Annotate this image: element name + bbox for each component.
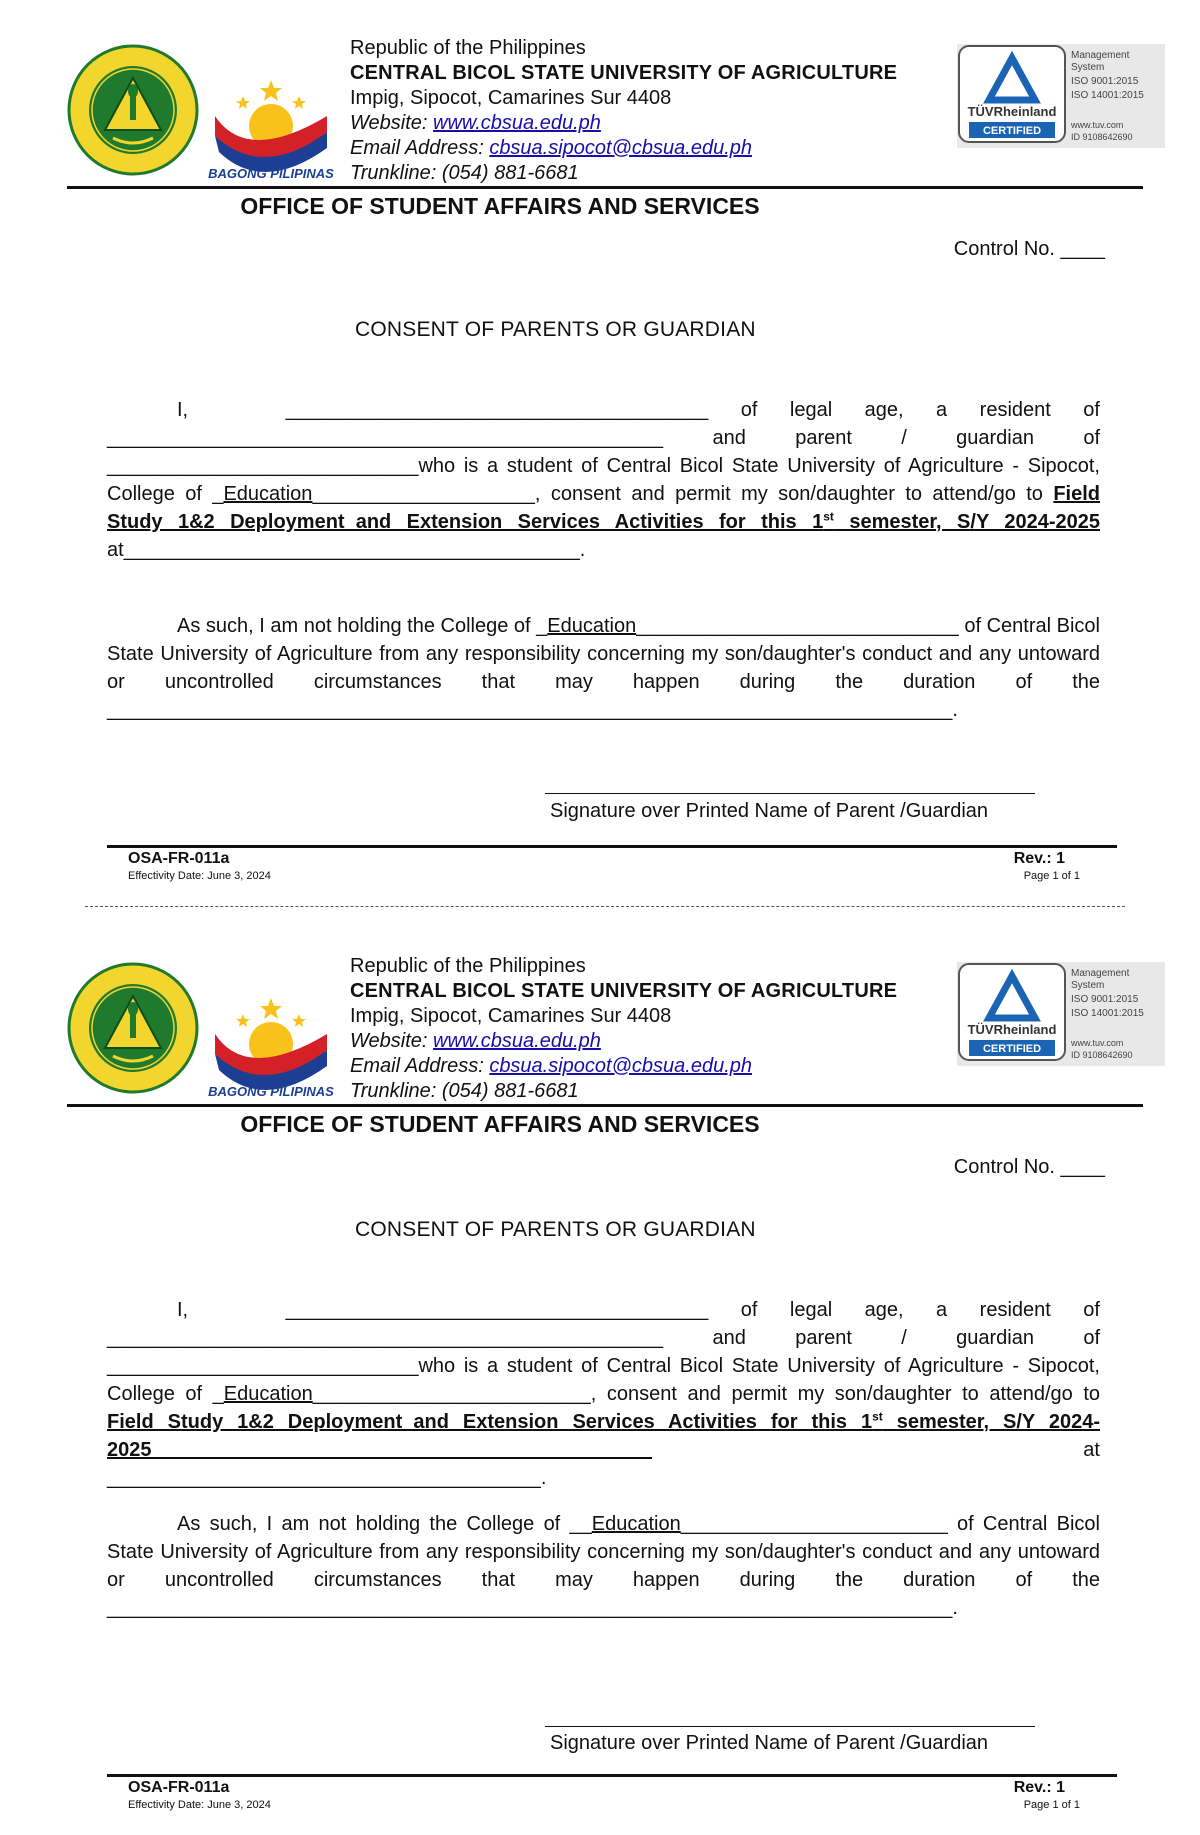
bagong-pilipinas-logo: [203, 44, 339, 180]
activity-text: Field Study 1&2 Deployment_and Extension Services Activities for this 1: [107, 1411, 873, 1433]
tuv-brand: TÜVRheinland: [967, 104, 1057, 119]
tuv-certification-logo: [957, 44, 1165, 148]
parent-name-blank[interactable]: ______________________________________: [285, 399, 709, 421]
cert-ms-line2: System: [1071, 980, 1105, 991]
place-blank[interactable]: _______________________________________: [107, 1467, 541, 1489]
student-name-blank[interactable]: ____________________________: [107, 1355, 419, 1377]
tuv-certified-badge: CERTIFIED: [982, 1043, 1042, 1055]
text-consent: consent and permit my son/daughter to attend/go to: [596, 1383, 1100, 1405]
duration-blank[interactable]: ____________________________________________________________________________: [107, 1597, 953, 1619]
form-title: CONSENT OF PARENTS OR GUARDIAN: [355, 318, 756, 341]
text-period-2: .: [952, 699, 958, 721]
tuv-certification-logo: [957, 962, 1165, 1066]
text-i: I,: [177, 1299, 189, 1321]
text-legal-age: of legal age, a resident of: [740, 399, 1100, 421]
page-number: Page 1 of 1: [1023, 870, 1080, 882]
activity-blank: _____________________________________________: [151, 1439, 653, 1461]
effectivity-date: Effectivity Date: June 3, 2024: [128, 870, 271, 882]
control-number: Control No. ____: [953, 238, 1105, 260]
cert-site: www.tuv.com: [1071, 1038, 1124, 1048]
activity-sup: st: [823, 509, 834, 524]
bagong-pilipinas-text: BAGONG PILIPINAS: [208, 166, 334, 180]
website-label: Website:: [350, 112, 428, 134]
email-line: [350, 1054, 950, 1079]
text-at: at: [107, 539, 124, 561]
text-legal-age: of legal age, a resident of: [740, 1299, 1100, 1321]
email-link[interactable]: cbsua.sipocot@cbsua.edu.ph: [489, 1055, 753, 1077]
footer-divider: [107, 845, 1117, 848]
activity-tail: semester, S/Y 2024-2025: [833, 511, 1100, 533]
university-header: [350, 954, 950, 1104]
country-line: Republic of the Philippines: [350, 37, 586, 59]
form-title: CONSENT OF PARENTS OR GUARDIAN: [355, 1218, 756, 1241]
text-consent: consent and permit my son/daughter to attend/go to: [540, 483, 1054, 505]
tuv-certified-badge: CERTIFIED: [982, 125, 1042, 137]
text-student-of: who is a student of Central Bicol State University of Agriculture - Sipocot, College of: [107, 455, 1100, 505]
cert-iso-14001: ISO 14001:2015: [1071, 90, 1144, 101]
text-as-such: As such, I am not holding the College of: [177, 615, 537, 637]
college-field-2[interactable]: Education: [591, 1513, 681, 1535]
college-field[interactable]: Education: [223, 483, 313, 505]
cert-id: ID 9108642690: [1071, 1050, 1133, 1060]
college-field-2[interactable]: Education: [547, 615, 637, 637]
college2-blank: ________________________: [680, 1513, 948, 1535]
email-label: Email Address:: [350, 137, 484, 159]
university-name: CENTRAL BICOL STATE UNIVERSITY OF AGRICULTURE: [350, 980, 898, 1002]
consent-form-copy-1: [0, 0, 1200, 900]
consent-paragraph: [107, 396, 1100, 564]
place-blank[interactable]: _________________________________________: [123, 539, 580, 561]
footer-divider: [107, 1774, 1117, 1777]
header-divider: [67, 1104, 1143, 1107]
page-number: Page 1 of 1: [1023, 1799, 1080, 1811]
header-divider: [67, 186, 1143, 189]
revision: Rev.: 1: [1013, 850, 1065, 867]
cert-ms-line1: Management: [1071, 968, 1130, 979]
revision: Rev.: 1: [1013, 1779, 1065, 1796]
effectivity-date: Effectivity Date: June 3, 2024: [128, 1799, 271, 1811]
website-line: [350, 111, 950, 136]
liability-paragraph: [107, 612, 1100, 724]
college-prefix: _: [202, 1383, 224, 1405]
cert-ms-line2: System: [1071, 62, 1105, 73]
activity-text: Field Study 1&2 Deployment_and Extension Services Activities for this 1: [107, 483, 1101, 533]
country-line: Republic of the Philippines: [350, 955, 586, 977]
office-title: OFFICE OF STUDENT AFFAIRS AND SERVICES: [240, 1111, 760, 1137]
student-name-blank[interactable]: ____________________________: [107, 455, 419, 477]
bagong-pilipinas-text: BAGONG PILIPINAS: [208, 1084, 334, 1098]
university-name: CENTRAL BICOL STATE UNIVERSITY OF AGRICULTURE: [350, 62, 898, 84]
bagong-pilipinas-logo: [203, 962, 339, 1098]
text-as-such: As such, I am not holding the College of: [177, 1513, 570, 1535]
text-period: .: [540, 1467, 547, 1489]
cert-site: www.tuv.com: [1071, 120, 1124, 130]
consent-paragraph: [107, 1296, 1100, 1492]
signature-line[interactable]: [545, 793, 1035, 794]
email-link[interactable]: cbsua.sipocot@cbsua.edu.ph: [489, 137, 753, 159]
activity-tail: semester, S/Y 2024-2025: [107, 1411, 1100, 1461]
text-parent-guardian: and parent / guardian of: [712, 427, 1100, 449]
college2-prefix: __: [569, 1513, 592, 1535]
website-link[interactable]: www.cbsua.edu.ph: [433, 112, 601, 134]
form-code: OSA-FR-011a: [128, 1779, 230, 1796]
form-code: OSA-FR-011a: [128, 850, 230, 867]
cut-line: [85, 906, 1125, 907]
office-title: OFFICE OF STUDENT AFFAIRS AND SERVICES: [240, 193, 760, 219]
trunkline: Trunkline: (054) 881-6681: [350, 162, 579, 184]
cert-iso-9001: ISO 9001:2015: [1071, 994, 1139, 1005]
liability-paragraph: [107, 1510, 1100, 1622]
activity-sup: st: [872, 1409, 883, 1424]
signature-label: Signature over Printed Name of Parent /Guardian: [550, 800, 989, 822]
text-responsibility: of Central Bicol State University of Agriculture from any responsibility concerning my son/daughter's conduct and any untoward or uncontrolled circumstances that may happen during the duration of the: [107, 615, 1100, 693]
college2-prefix: _: [536, 615, 548, 637]
text-at: at: [652, 1439, 1100, 1461]
control-number: Control No. ____: [953, 1156, 1105, 1178]
college-blank: _________________________,: [312, 1383, 597, 1405]
text-parent-guardian: and parent / guardian of: [712, 1327, 1100, 1349]
signature-label: Signature over Printed Name of Parent /Guardian: [550, 1732, 989, 1754]
university-header: [350, 36, 950, 186]
cert-iso-14001: ISO 14001:2015: [1071, 1008, 1144, 1019]
college-prefix: _: [201, 483, 224, 505]
website-line: [350, 1029, 950, 1054]
parent-name-blank[interactable]: ______________________________________: [285, 1299, 709, 1321]
email-line: [350, 136, 950, 161]
address-line: Impig, Sipocot, Camarines Sur 4408: [350, 1005, 672, 1027]
text-student-of: who is a student of Central Bicol State University of Agriculture - Sipocot, College of: [107, 1355, 1100, 1405]
tuv-brand: TÜVRheinland: [967, 1022, 1057, 1037]
consent-form-copy-2: [0, 918, 1200, 1818]
college-blank: ____________________,: [312, 483, 541, 505]
duration-blank[interactable]: ____________________________________________________________________________: [107, 699, 953, 721]
cbsua-seal-logo: [67, 962, 199, 1094]
website-label: Website:: [350, 1030, 428, 1052]
cbsua-seal-logo: [67, 44, 199, 176]
email-label: Email Address:: [350, 1055, 484, 1077]
address-line: Impig, Sipocot, Camarines Sur 4408: [350, 87, 672, 109]
college-field[interactable]: Education: [223, 1383, 313, 1405]
text-responsibility: of Central Bicol State University of Agriculture from any responsibility concerning my son/daughter's conduct and any untoward or uncontrolled circumstances that may happen during the duration of the: [107, 1513, 1100, 1591]
text-i: I,: [177, 399, 189, 421]
residence-blank[interactable]: __________________________________________________: [107, 1327, 664, 1349]
signature-line[interactable]: [545, 1726, 1035, 1727]
text-period: .: [579, 539, 586, 561]
trunkline: Trunkline: (054) 881-6681: [350, 1080, 579, 1102]
website-link[interactable]: www.cbsua.edu.ph: [433, 1030, 601, 1052]
residence-blank[interactable]: __________________________________________________: [107, 427, 664, 449]
cert-iso-9001: ISO 9001:2015: [1071, 76, 1139, 87]
cert-ms-line1: Management: [1071, 50, 1130, 61]
college2-blank: _____________________________: [636, 615, 959, 637]
text-period-2: .: [952, 1597, 958, 1619]
cert-id: ID 9108642690: [1071, 132, 1133, 142]
